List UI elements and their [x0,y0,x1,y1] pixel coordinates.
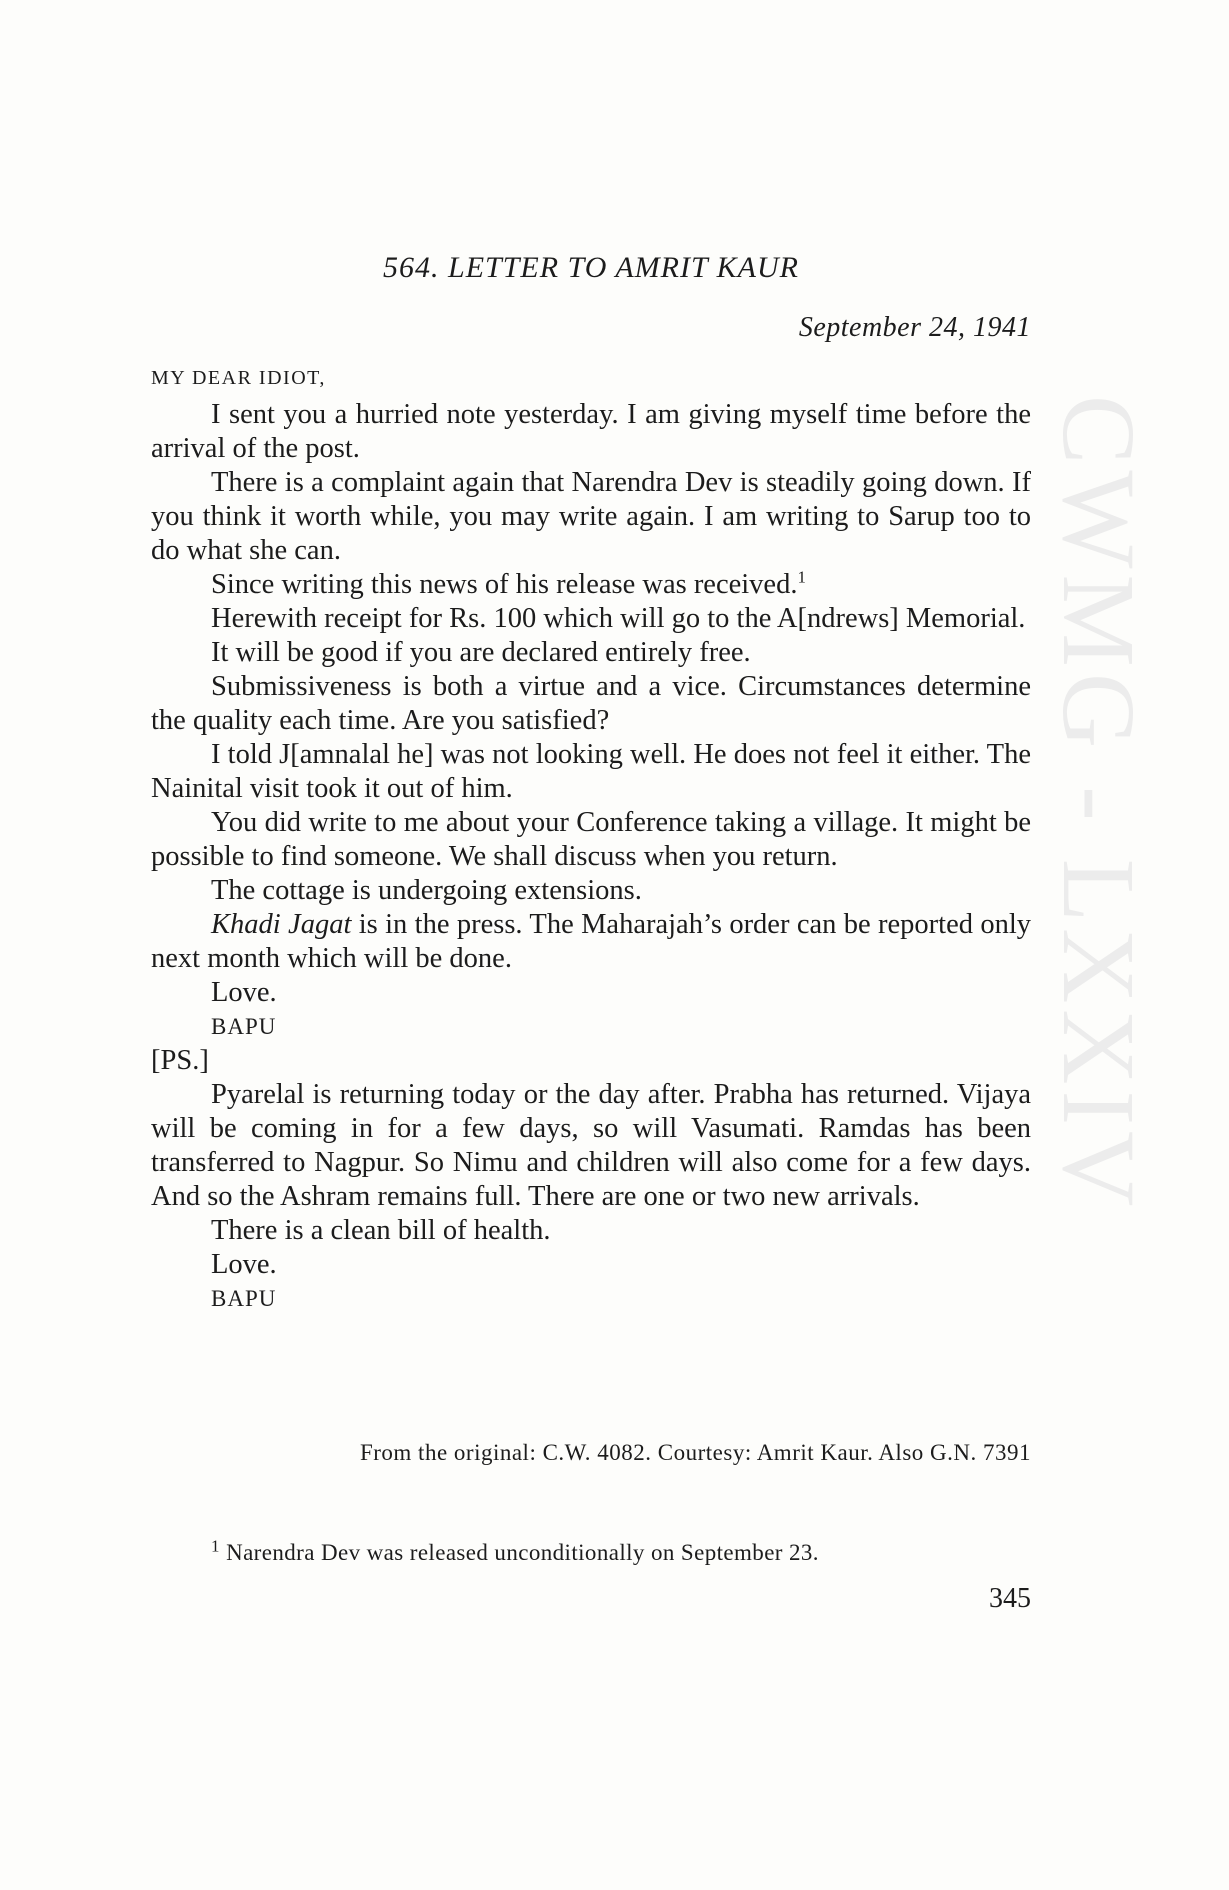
footnote-number: 1 [211,1536,220,1556]
letter-body [151,398,1031,1316]
letter-title: 564. LETTER TO AMRIT KAUR [383,251,799,284]
ps-paragraph: Love. [211,1249,277,1280]
paragraph: I sent you a hurried note yesterday. I am giving myself time before the arrival of the post. [151,399,1031,464]
letter-date: September 24, 1941 [798,312,1031,343]
watermark: CWMG - LXXIV [1041,395,1156,1213]
paragraph: It will be good if you are declared entirely free. [211,637,751,668]
document-page [151,0,1031,1890]
footnote-text: Narendra Dev was released unconditionally on September 23. [226,1540,819,1565]
publication-title: Khadi Jagat [211,909,352,940]
signature: BAPU [211,1014,277,1039]
salutation: MY DEAR IDIOT, [151,367,326,389]
footnote-marker: 1 [797,567,806,587]
paragraph [151,568,1031,602]
paragraph: Submissiveness is both a virtue and a vice. Circumstances determine the quality each time. Are you satisfied? [151,671,1031,736]
signature-2: BAPU [211,1286,277,1311]
paragraph [151,908,1031,976]
footnote [211,1536,819,1566]
paragraph-text: Since writing this news of his release was received. [211,569,798,600]
paragraph: Herewith receipt for Rs. 100 which will go to the A[ndrews] Memorial. [211,603,1026,634]
paragraph: The cottage is undergoing extensions. [211,875,642,906]
paragraph: There is a complaint again that Narendra Dev is steadily going down. If you think it worth while, you may write again. I am writing to Sarup too to do what she can. [151,467,1031,566]
ps-paragraph: There is a clean bill of health. [211,1215,551,1246]
page-number: 345 [989,1583,1031,1614]
paragraph: I told J[amnalal he] was not looking well. He does not feel it either. The Nainital visit took it out of him. [151,739,1031,804]
paragraph-text: is in the press. The Maharajah’s order can be reported only next month which will be done. [151,909,1032,974]
ps-label: [PS.] [151,1045,209,1076]
ps-paragraph: Pyarelal is returning today or the day after. Prabha has returned. Vijaya will be coming in for a few days, so will Vasumati. Ramdas has been transferred to Nagpur. So Nimu and children will also come for a few days. And so the Ashram remains full. There are one or two new arrivals. [151,1079,1031,1212]
paragraph: You did write to me about your Conference taking a village. It might be possible to find someone. We shall discuss when you return. [151,807,1031,872]
paragraph: Love. [211,977,277,1008]
source-note: From the original: C.W. 4082. Courtesy: Amrit Kaur. Also G.N. 7391 [359,1440,1031,1465]
